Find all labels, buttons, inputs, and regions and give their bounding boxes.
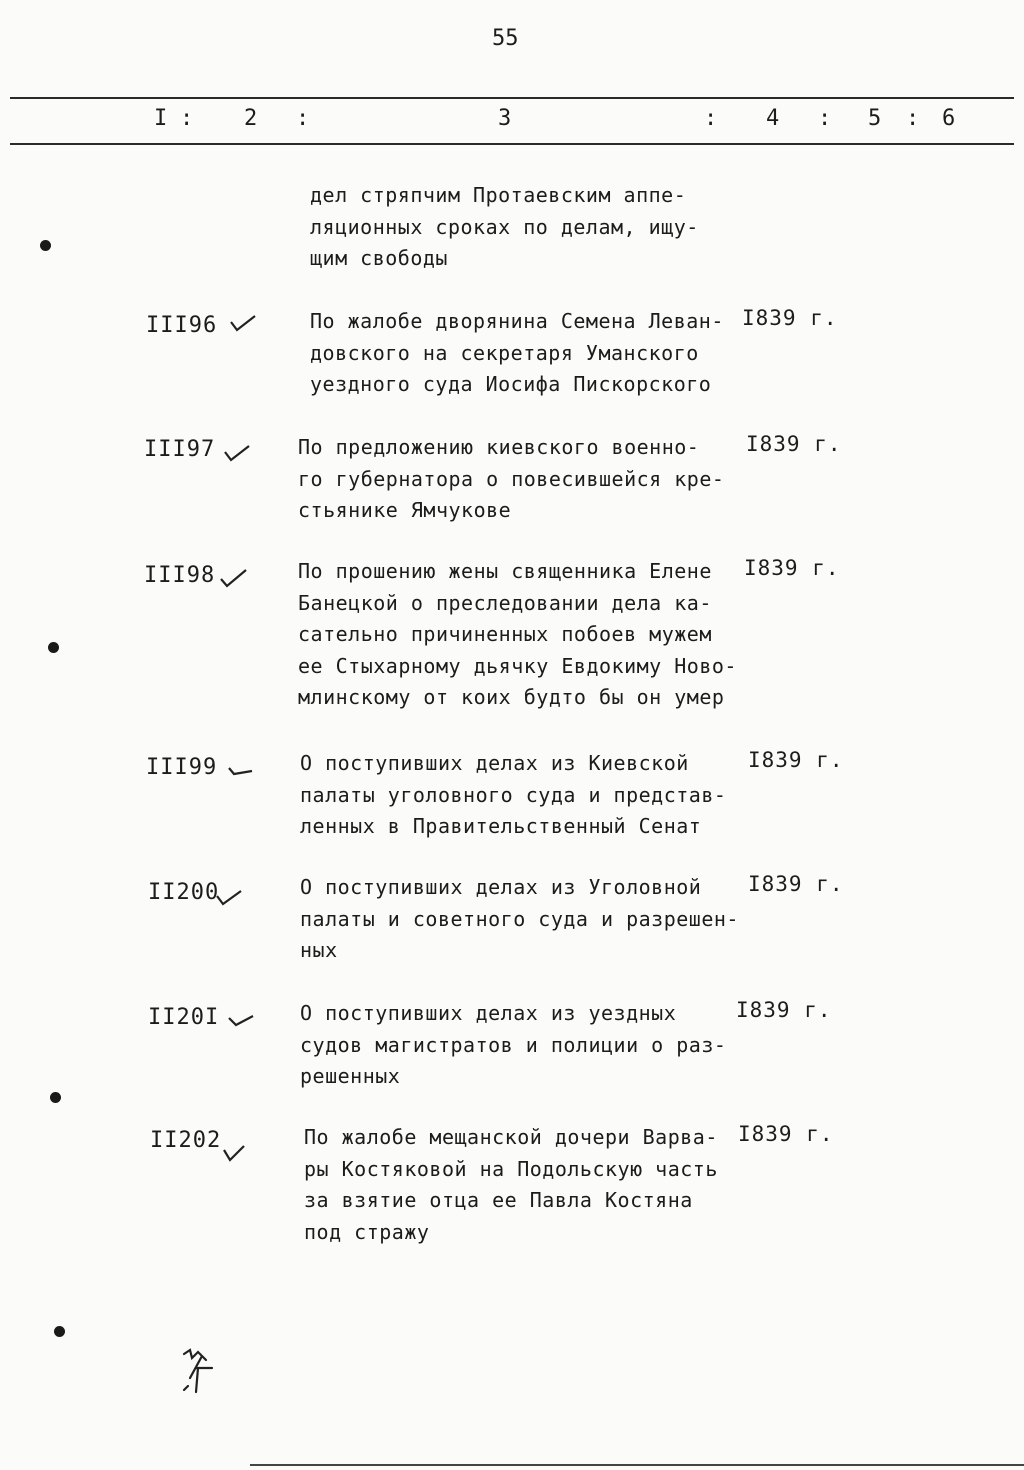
column-header-2: 2 — [244, 106, 258, 131]
entry-description: По жалобе мещанской дочери Варва- ры Костяковой на Подольскую часть за взятие отца ее Павла Костяна под стражу — [304, 1125, 718, 1244]
header-top-rule — [10, 97, 1014, 99]
checkmark-icon — [214, 886, 244, 908]
column-separator: : — [296, 106, 310, 131]
entry-description: По предложению киевского военно- го губернатора о повесившейся кре- стьянике Ямчукове — [298, 435, 725, 522]
punch-hole — [40, 240, 51, 251]
entry-year: I839 г. — [742, 306, 838, 330]
column-header-1: I — [154, 106, 168, 131]
punch-hole — [54, 1326, 65, 1337]
page-bottom-edge — [250, 1464, 1024, 1466]
column-header-4: 4 — [766, 106, 780, 131]
column-separator: : — [906, 106, 920, 131]
column-header-5: 5 — [868, 106, 882, 131]
punch-hole — [48, 642, 59, 653]
entry-year: I839 г. — [744, 556, 840, 580]
column-separator: : — [180, 106, 194, 131]
entry-year: I839 г. — [738, 1122, 834, 1146]
entry-description: О поступивших делах из Уголовной палаты и советного суда и разрешен- ных — [300, 875, 739, 962]
entry-number: III98 — [144, 563, 216, 588]
entry-number: III97 — [144, 437, 216, 462]
page-number: 55 — [492, 26, 519, 51]
entry-description: О поступивших делах из Киевской палаты уголовного суда и представ- ленных в Правительственный Сенат — [300, 751, 727, 838]
entry-number: II20I — [148, 1005, 220, 1030]
checkmark-icon — [218, 567, 248, 589]
checkmark-icon — [220, 1142, 250, 1164]
handwritten-mark — [176, 1346, 222, 1396]
entry-year: I839 г. — [748, 748, 844, 772]
entry-description: дел стряпчим Протаевским аппе- ляционных сроках по делам, ищу- щим свободы — [310, 183, 699, 270]
header-bottom-rule — [10, 143, 1014, 145]
entry-description: По жалобе дворянина Семена Леван- довского на секретаря Уманского уездного суда Иосифа Пискорского — [310, 309, 724, 396]
entry-number: II202 — [150, 1128, 222, 1153]
entry-year: I839 г. — [748, 872, 844, 896]
entry-number: II200 — [148, 880, 220, 905]
checkmark-icon — [222, 442, 252, 464]
column-separator: : — [704, 106, 718, 131]
entry-number: III99 — [146, 755, 218, 780]
punch-hole — [50, 1092, 61, 1103]
entry-number: III96 — [146, 313, 218, 338]
column-header-6: 6 — [942, 106, 956, 131]
entry-description: По прошению жены священника Елене Банецкой о преследовании дела ка- сательно причиненных побоев мужем ее Стыхарному дьячку Евдокиму Ново- млинскому от коих будто бы он умер — [298, 559, 737, 709]
checkmark-icon — [226, 1010, 256, 1032]
entry-year: I839 г. — [736, 998, 832, 1022]
entry-year: I839 г. — [746, 432, 842, 456]
entry-description: О поступивших делах из уездных судов магистратов и полиции о раз- решенных — [300, 1001, 727, 1088]
column-separator: : — [818, 106, 832, 131]
checkmark-icon — [228, 312, 258, 334]
checkmark-icon — [226, 760, 256, 782]
column-header-3: 3 — [498, 106, 512, 131]
